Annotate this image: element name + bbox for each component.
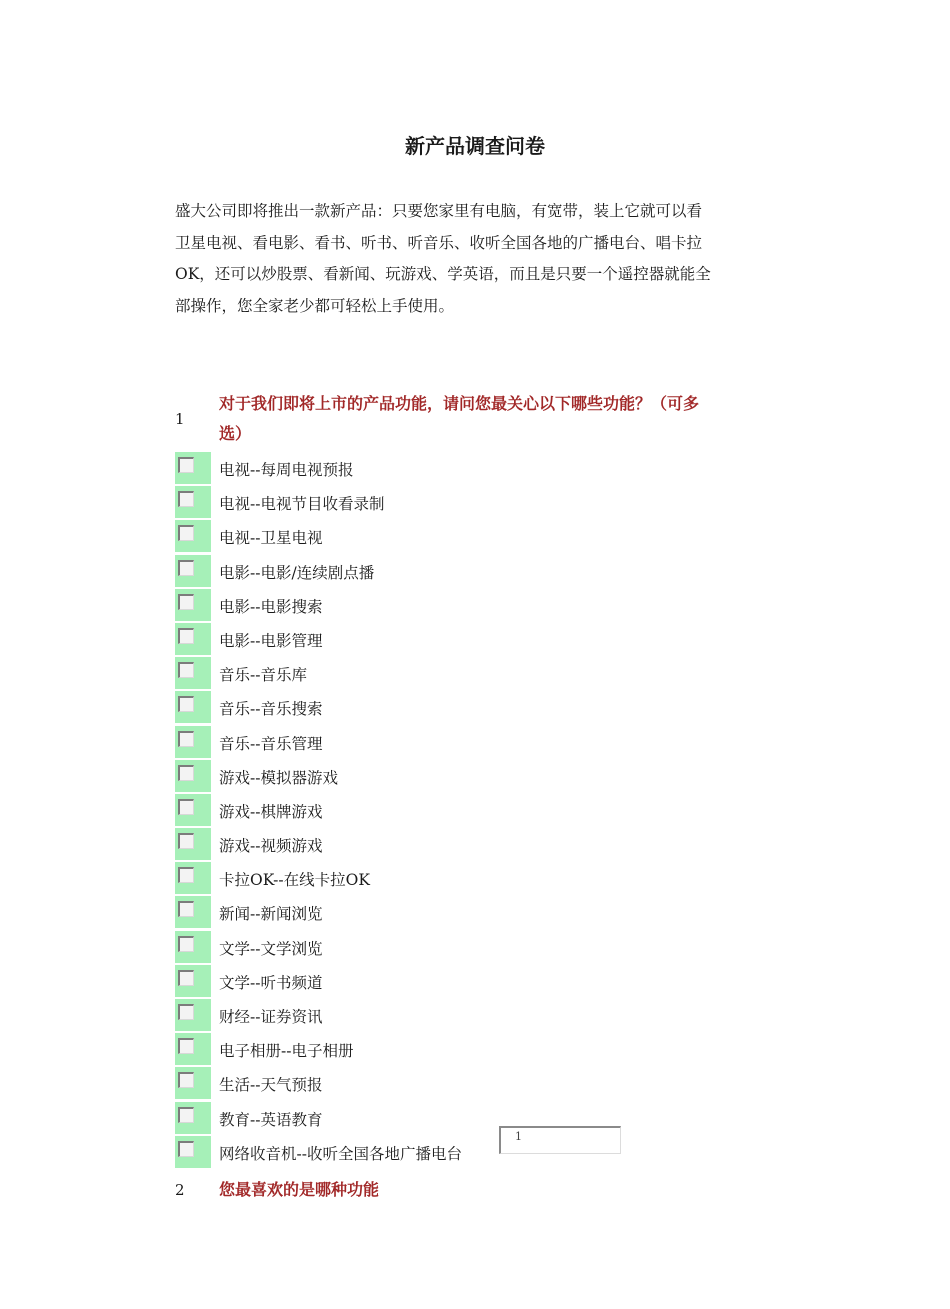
option-label: 电影--电影搜索 bbox=[219, 597, 323, 616]
option-checkbox[interactable] bbox=[178, 491, 194, 507]
checkbox-cell bbox=[175, 726, 211, 758]
option-label: 音乐--音乐管理 bbox=[219, 734, 323, 753]
option-row bbox=[175, 520, 775, 554]
checkbox-cell bbox=[175, 828, 211, 860]
option-row bbox=[175, 726, 775, 760]
option-checkbox[interactable] bbox=[178, 1004, 194, 1020]
option-row bbox=[175, 862, 775, 896]
option-label: 游戏--棋牌游戏 bbox=[219, 802, 323, 821]
option-row bbox=[175, 931, 775, 965]
option-row bbox=[175, 691, 775, 725]
option-checkbox[interactable] bbox=[178, 901, 194, 917]
option-row bbox=[175, 1129, 775, 1170]
option-checkbox[interactable] bbox=[178, 970, 194, 986]
option-checkbox[interactable] bbox=[178, 457, 194, 473]
option-row bbox=[175, 1067, 775, 1101]
option-label: 电视--电视节目收看录制 bbox=[219, 495, 385, 514]
checkbox-cell bbox=[175, 999, 211, 1031]
option-checkbox[interactable] bbox=[178, 1141, 194, 1157]
intro-line: 卫星电视、看电影、看书、听书、听音乐、收听全国各地的广播电台、唱卡拉 bbox=[175, 233, 703, 252]
checkbox-cell bbox=[175, 520, 211, 552]
option-label: 电视--每周电视预报 bbox=[219, 461, 354, 479]
option-label: 音乐--音乐库 bbox=[219, 666, 307, 685]
intro-line: 盛大公司即将推出一款新产品：只要您家里有电脑，有宽带，装上它就可以看 bbox=[175, 202, 703, 220]
checkbox-cell bbox=[175, 931, 211, 963]
option-label: 游戏--视频游戏 bbox=[219, 837, 323, 856]
checkbox-cell bbox=[175, 1136, 211, 1168]
intro-line: 部操作，您全家老少都可轻松上手使用。 bbox=[175, 296, 455, 315]
option-row bbox=[175, 589, 775, 623]
page-title: 新产品调查问卷 bbox=[405, 134, 545, 158]
option-label: 教育--英语教育 bbox=[219, 1110, 323, 1129]
intro-paragraph bbox=[175, 196, 775, 322]
question-1-text bbox=[219, 389, 764, 449]
option-checkbox[interactable] bbox=[178, 594, 194, 610]
option-checkbox[interactable] bbox=[178, 1072, 194, 1088]
checkbox-cell bbox=[175, 760, 211, 792]
checkbox-cell bbox=[175, 691, 211, 723]
option-label: 电视--卫星电视 bbox=[219, 529, 323, 548]
option-label: 卡拉OK--在线卡拉OK bbox=[219, 871, 370, 890]
option-label: 音乐--音乐搜索 bbox=[219, 700, 323, 719]
option-checkbox[interactable] bbox=[178, 731, 194, 747]
option-label: 文学--文学浏览 bbox=[219, 939, 323, 958]
checkbox-cell bbox=[175, 1102, 211, 1134]
option-checkbox[interactable] bbox=[178, 696, 194, 712]
checkbox-cell bbox=[175, 452, 211, 484]
option-checkbox[interactable] bbox=[178, 799, 194, 815]
option-checkbox[interactable] bbox=[178, 560, 194, 576]
option-row bbox=[175, 999, 775, 1033]
option-label: 新闻--新闻浏览 bbox=[219, 905, 323, 924]
option-row bbox=[175, 623, 775, 657]
option-row bbox=[175, 657, 775, 691]
checkbox-cell bbox=[175, 623, 211, 655]
option-row bbox=[175, 1102, 775, 1136]
checkbox-cell bbox=[175, 486, 211, 518]
checkbox-cell bbox=[175, 896, 211, 928]
option-checkbox[interactable] bbox=[178, 867, 194, 883]
option-checkbox[interactable] bbox=[178, 1038, 194, 1054]
option-checkbox[interactable] bbox=[178, 525, 194, 541]
option-checkbox[interactable] bbox=[178, 936, 194, 952]
option-label: 文学--听书频道 bbox=[219, 973, 323, 992]
option-row bbox=[175, 828, 775, 862]
question-2-text: 您最喜欢的是哪种功能 bbox=[219, 1180, 380, 1199]
checkbox-cell bbox=[175, 589, 211, 621]
option-row bbox=[175, 452, 775, 486]
checkbox-cell bbox=[175, 794, 211, 826]
checkbox-cell bbox=[175, 1033, 211, 1065]
option-label: 电影--电影/连续剧点播 bbox=[219, 563, 375, 582]
checkbox-cell bbox=[175, 862, 211, 894]
checkbox-cell bbox=[175, 657, 211, 689]
option-row bbox=[175, 555, 775, 589]
option-row bbox=[175, 794, 775, 828]
option-checkbox[interactable] bbox=[178, 765, 194, 781]
option-checkbox[interactable] bbox=[178, 1107, 194, 1123]
other-text-input[interactable]: 1 bbox=[499, 1126, 621, 1154]
option-checkbox[interactable] bbox=[178, 833, 194, 849]
option-label: 电影--电影管理 bbox=[219, 631, 323, 650]
option-label: 游戏--模拟器游戏 bbox=[219, 768, 338, 787]
option-row bbox=[175, 1033, 775, 1067]
option-checkbox[interactable] bbox=[178, 628, 194, 644]
question-1-number: 1 bbox=[175, 410, 185, 428]
option-row bbox=[175, 965, 775, 999]
option-label: 电子相册--电子相册 bbox=[219, 1042, 354, 1061]
checkbox-cell bbox=[175, 965, 211, 997]
checkbox-cell bbox=[175, 555, 211, 587]
question-1-text-line: 对于我们即将上市的产品功能，请问您最关心以下哪些功能？（可多 bbox=[219, 394, 700, 413]
checkbox-cell bbox=[175, 1067, 211, 1099]
question-1-options bbox=[175, 452, 775, 1170]
option-row bbox=[175, 896, 775, 930]
option-label: 财经--证券资讯 bbox=[219, 1008, 323, 1026]
option-row bbox=[175, 760, 775, 794]
option-label: 网络收音机--收听全国各地广播电台 bbox=[219, 1144, 462, 1163]
question-1-text-line: 选） bbox=[219, 424, 252, 443]
option-checkbox[interactable] bbox=[178, 662, 194, 678]
intro-line: OK，还可以炒股票、看新闻、玩游戏、学英语，而且是只要一个遥控器就能全 bbox=[175, 265, 711, 283]
option-row bbox=[175, 486, 775, 520]
question-2-number: 2 bbox=[175, 1181, 185, 1199]
option-label: 生活--天气预报 bbox=[219, 1076, 323, 1095]
